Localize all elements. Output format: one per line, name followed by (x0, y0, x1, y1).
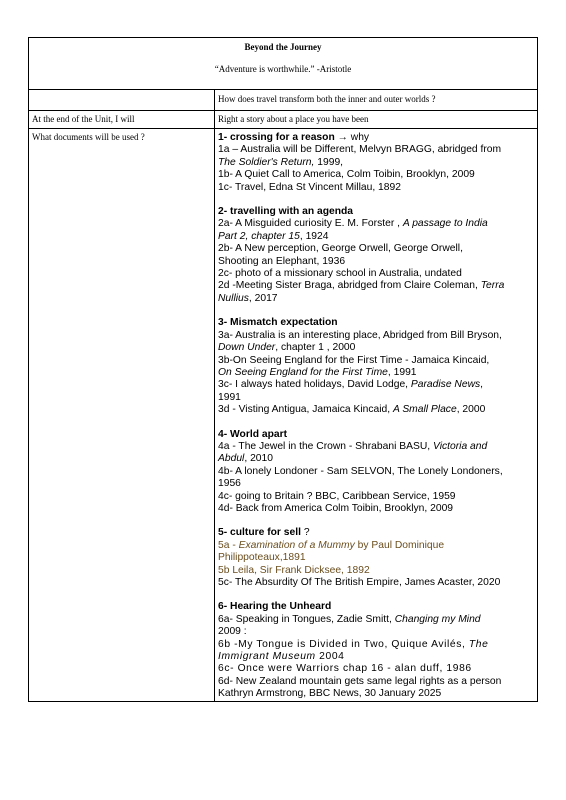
document-entry-line: 3b-On Seeing England for the First Time - Jamaica Kincaid, (218, 354, 490, 366)
goal-value: Right a story about a place you have been (215, 111, 538, 129)
document-entry-line: Philippoteaux,1891 (218, 552, 306, 564)
document-entry-line: 1c- Travel, Edna St Vincent Millau, 1892 (218, 181, 401, 193)
title-row (29, 38, 538, 90)
document-entry-line: 2c- photo of a missionary school in Australia, undated (218, 268, 462, 280)
document-section (218, 317, 537, 416)
document-entry-line: 5b Leila, Sir Frank Dicksee, 1892 (218, 564, 370, 576)
document-entry-line: Down Under, chapter 1 , 2000 (218, 342, 356, 354)
document-entry-line: 4a - The Jewel in the Crown - Shrabani BASU, Victoria and (218, 440, 488, 452)
document-section (218, 206, 537, 305)
section-title: 2- travelling with an agenda (218, 206, 354, 218)
document-entry-line: 6c- Once were Warriors chap 16 - alan duff, 1986 (218, 663, 472, 675)
epigraph-quote: “Adventure is worthwhile.” -Aristotle (214, 64, 352, 74)
document-entry-line: 2b- A New perception, George Orwell, George Orwell, (218, 243, 463, 255)
document-entry-line: 6b -My Tongue is Divided in Two, Quique Avilés, The (218, 638, 489, 650)
document-entry-line: 3c- I always hated holidays, David Lodge, Paradise News, (218, 379, 484, 391)
document-entry-line: 5a - Examination of a Mummy by Paul Dominique (218, 539, 445, 551)
document-entry-line: 1b- A Quiet Call to America, Colm Toibin, Brooklyn, 2009 (218, 169, 475, 181)
section-title: 1- crossing for a reason → why (218, 132, 370, 143)
document-entry-line: Abdul, 2010 (218, 453, 273, 465)
document-entry-line: Shooting an Elephant, 1936 (218, 255, 346, 267)
empty-cell (29, 90, 215, 111)
goal-label: At the end of the Unit, I will (29, 111, 215, 129)
document-entry-line: 3d - Visting Antigua, Jamaica Kincaid, A Small Place, 2000 (218, 404, 486, 416)
document-entry-line: 3a- Australia is an interesting place, Abridged from Bill Bryson, (218, 329, 502, 341)
goal-row (29, 111, 538, 129)
document-entry-line: 1991 (218, 391, 241, 403)
documents-list (215, 129, 538, 702)
title-cell (29, 38, 538, 90)
document-section (218, 429, 537, 516)
document-entry-line: 4c- going to Britain ? BBC, Caribbean Service, 1959 (218, 490, 456, 502)
unit-table (28, 37, 538, 702)
section-title: 6- Hearing the Unheard (218, 601, 332, 613)
document-entry-line: The Soldier's Return, 1999, (218, 156, 344, 168)
document-title: Beyond the Journey (244, 42, 322, 52)
document-entry-line: 6a- Speaking in Tongues, Zadie Smitt, Changing my Mind (218, 613, 481, 625)
document-entry-line: Immigrant Museum 2004 (218, 651, 345, 663)
document-entry-line: On Seeing England for the First Time, 1991 (218, 366, 417, 378)
document-entry-line: 4d- Back from America Colm Toibin, Brooklyn, 2009 (218, 502, 454, 514)
section-title: 4- World apart (218, 428, 288, 440)
question-row (29, 90, 538, 111)
document-section (218, 527, 537, 589)
guiding-question: How does travel transform both the inner and outer worlds ? (215, 90, 538, 111)
section-title: 3- Mismatch expectation (218, 317, 338, 329)
section-title: 5- culture for sell ? (218, 527, 310, 539)
document-entry-line: 1956 (218, 478, 241, 490)
document-entry-line: 4b- A lonely Londoner - Sam SELVON, The Lonely Londoners, (218, 465, 503, 477)
document-entry-line: 2d -Meeting Sister Braga, abridged from Claire Coleman, Terra (218, 280, 505, 292)
documents-row (29, 129, 538, 702)
document-entry-line: 2009 : (218, 626, 247, 638)
document-entry-line: 6d- New Zealand mountain gets same legal rights as a person (218, 675, 502, 687)
document-entry-line: Kathryn Armstrong, BBC News, 30 January 2025 (218, 688, 442, 700)
document-section (218, 132, 537, 194)
document-section (218, 601, 537, 700)
document-entry-line: Nullius, 2017 (218, 292, 278, 304)
document-entry-line: Part 2, chapter 15, 1924 (218, 230, 329, 242)
document-entry-line: 1a – Australia will be Different, Melvyn BRAGG, abridged from (218, 144, 502, 156)
document-entry-line: 5c- The Absurdity Of The British Empire, James Acaster, 2020 (218, 577, 501, 588)
documents-label: What documents will be used ? (29, 129, 215, 702)
document-entry-line: 2a- A Misguided curiosity E. M. Forster , A passage to India (218, 218, 488, 230)
